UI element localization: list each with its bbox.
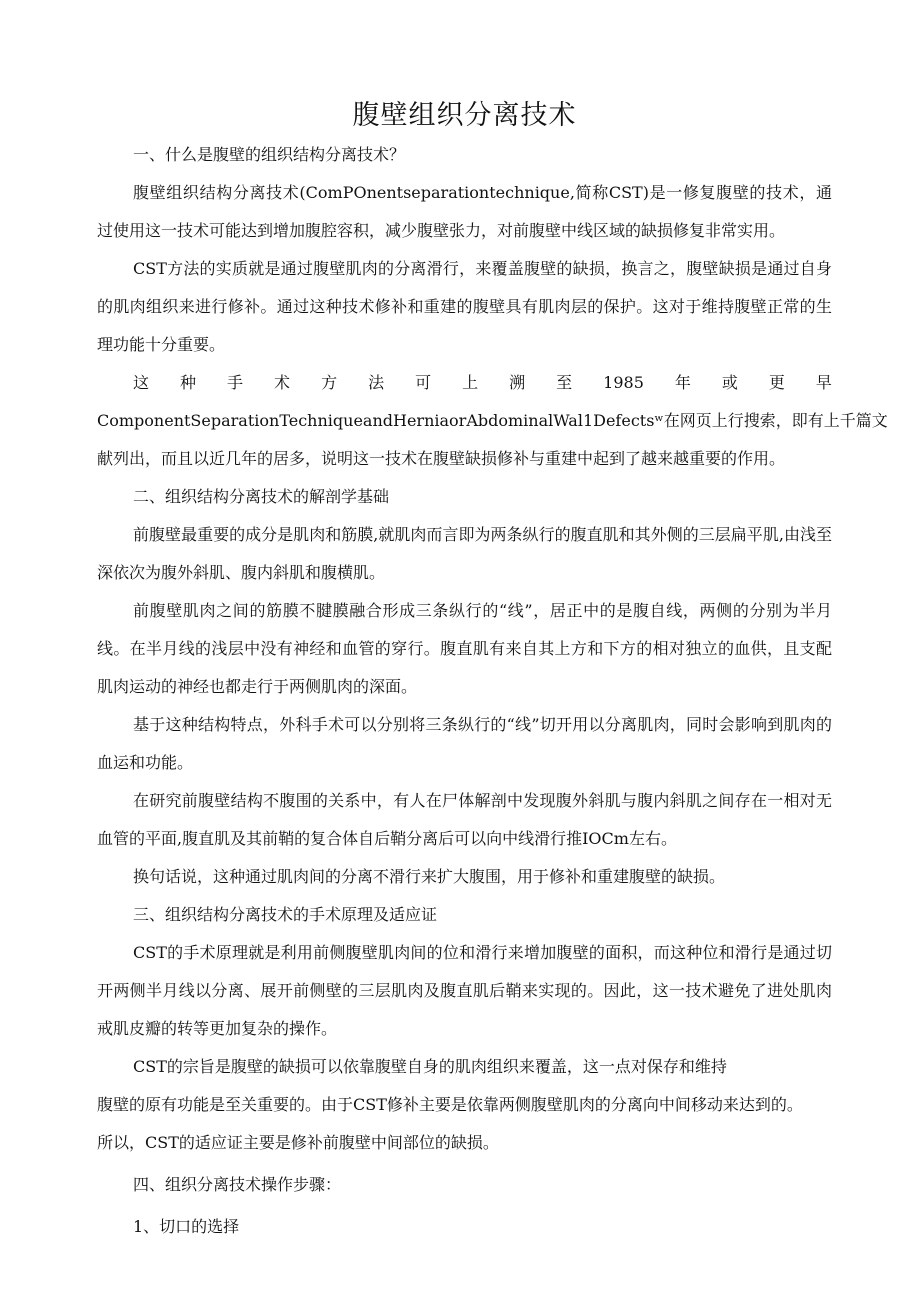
paragraph-4: 前腹壁最重要的成分是肌肉和筋膜,就肌肉而言即为两条纵行的腹直肌和其外侧的三层扁平肌,由浅至深依次为腹外斜肌、腹内斜肌和腹横肌。: [97, 525, 832, 582]
paragraph-9: CST的手术原理就是利用前侧腹壁肌肉间的位和滑行来增加腹壁的面积，而这种位和滑行是通过切开两侧半月线以分离、展开前侧壁的三层肌肉及腹直肌后鞘来实现的。因此，这一技术避免了进处肌肉戒肌皮瓣的转等更加复杂的操作。: [97, 943, 832, 1038]
paragraph-10-line-1: CST的宗旨是腹壁的缺损可以依靠腹壁自身的肌肉组织来覆盖，这一点对保存和维持: [133, 1057, 727, 1076]
paragraph-2: CST方法的实质就是通过腹壁肌肉的分离滑行，来覆盖腹壁的缺损，换言之，腹壁缺损是通过自身的肌肉组织来进行修补。通过这种技术修补和重建的腹壁具有肌肉层的保护。这对于维持腹壁正常的生理功能十分重要。: [97, 259, 832, 354]
spread-char: 可: [415, 373, 432, 392]
section-heading-1: 一、什么是腹壁的组织结构分离技术？: [133, 145, 406, 164]
paragraph-10-line-2: 腹壁的原有功能是至关重要的。由于CST修补主要是依靠两侧腹壁肌肉的分离向中间移动来达到的。: [97, 1095, 803, 1114]
paragraph-3-line-2: ComponentSeparationTechniqueandHerniaorAbdominalWal1Defectsʷ在网页上行搜索，即有上千篇文: [97, 411, 888, 430]
spread-char: 溯: [509, 373, 526, 392]
spread-char: 或: [721, 373, 738, 392]
paragraph-6: 基于这种结构特点，外科手术可以分别将三条纵行的“线”切开用以分离肌肉，同时会影响到肌肉的血运和功能。: [97, 715, 832, 772]
paragraph-3-line-3: 献列出，而且以近几年的居多，说明这一技术在腹壁缺损修补与重建中起到了越来越重要的作用。: [97, 449, 786, 468]
spread-char: 这: [133, 373, 150, 392]
section-heading-3: 三、组织结构分离技术的手术原理及适应证: [133, 905, 438, 924]
section-heading-2: 二、组织结构分离技术的解剖学基础: [133, 487, 390, 506]
spread-char: 1985: [603, 373, 644, 392]
paragraph-8: 换句话说，这种通过肌肉间的分离不滑行来扩大腹围，用于修补和重建腹壁的缺损。: [133, 867, 726, 886]
spread-char: 方: [321, 373, 338, 392]
document-title: 腹壁组织分离技术: [352, 100, 577, 131]
paragraph-5: 前腹壁肌肉之间的筋膜不腱膜融合形成三条纵行的“线”，居正中的是腹自线，两侧的分别为半月线。在半月线的浅层中没有神经和血管的穿行。腹直肌有来自其上方和下方的相对独立的血供，且支配肌肉运动的神经也都走行于两侧肌肉的深面。: [97, 601, 832, 696]
paragraph-3-spread-line: [97, 364, 832, 402]
paragraph-7: 在研究前腹壁结构不腹围的关系中，有人在尸体解剖中发现腹外斜肌与腹内斜肌之间存在一相对无血管的平面,腹直肌及其前鞘的复合体自后鞘分离后可以向中线滑行推IOCm左右。: [97, 791, 832, 848]
paragraph-1: 腹壁组织结构分离技术(ComPOnentseparationtechnique,简称CST)是一修复腹壁的技术，通过使用这一技术可能达到增加腹腔容积，减少腹壁张力，对前腹壁中线区域的缺损修复非常实用。: [97, 183, 832, 240]
spread-char: 年: [674, 373, 691, 392]
paragraph-10-line-3: 所以，CST的适应证主要是修补前腹壁中间部位的缺损。: [97, 1133, 499, 1152]
spread-char: 更: [768, 373, 785, 392]
spread-char: 术: [274, 373, 291, 392]
spread-char: 早: [815, 373, 832, 392]
document-page: [97, 96, 888, 1246]
spread-char: 至: [556, 373, 573, 392]
section-heading-4: 四、组织分离技术操作步骤：: [133, 1175, 342, 1194]
subsection-heading-1: 1、切口的选择: [133, 1217, 240, 1236]
spread-char: 手: [227, 373, 244, 392]
spread-char: 种: [180, 373, 197, 392]
spread-char: 上: [462, 373, 479, 392]
spread-char: 法: [368, 373, 385, 392]
